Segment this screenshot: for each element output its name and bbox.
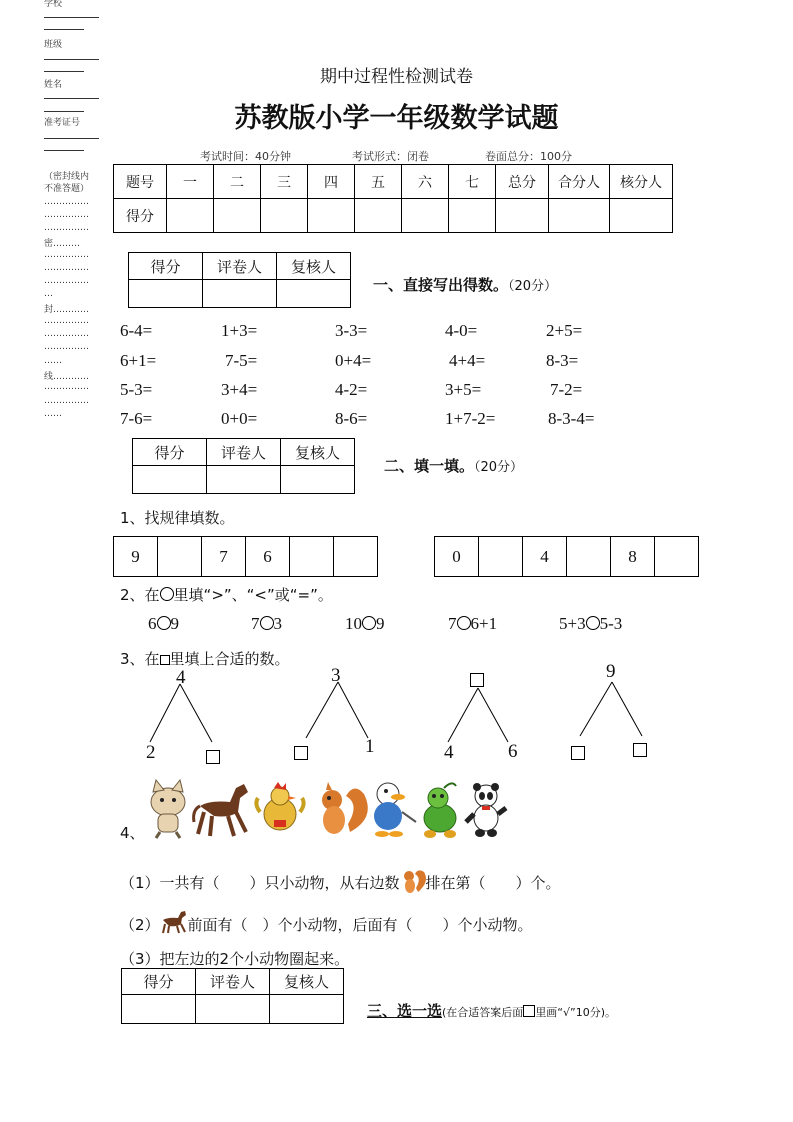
compare-left: 10	[345, 614, 362, 633]
seal-dots: ……………	[44, 276, 89, 286]
school-line[interactable]	[44, 17, 99, 18]
exam-no-line-2	[44, 150, 84, 151]
score-box-cell[interactable]	[133, 466, 207, 494]
answer-box[interactable]	[571, 746, 585, 760]
tree-branch	[180, 684, 212, 742]
exam-no-line[interactable]	[44, 138, 99, 139]
tree-top: 9	[606, 661, 616, 682]
q4-3-text: （3）把左边的2个小动物圈起来。	[120, 950, 350, 968]
circle-placeholder-icon	[160, 587, 174, 601]
exam-title: 苏教版小学一年级数学试题	[234, 103, 559, 134]
seal-xian: 线…………	[44, 372, 90, 382]
compare-item	[251, 614, 282, 634]
compare-right: 6+1	[470, 614, 498, 633]
table-header-cell: 二	[214, 165, 261, 199]
math-problem: 4+4=	[449, 351, 486, 370]
tree-top: 3	[331, 665, 341, 686]
table-row	[114, 165, 673, 199]
sequence-cell[interactable]: 6	[246, 537, 290, 577]
score-box-cell[interactable]	[196, 995, 270, 1024]
square-placeholder-icon	[523, 1005, 535, 1017]
score-box-label: 得分	[122, 969, 196, 995]
sequence-table-1	[113, 536, 378, 577]
tree-right: 1	[365, 736, 375, 757]
seal-dots: ……………	[44, 342, 89, 352]
number-bond-tree-4	[580, 682, 642, 736]
tree-branch	[612, 682, 642, 736]
math-problem: 0+4=	[335, 351, 372, 370]
compare-item	[148, 614, 179, 634]
tree-left: 2	[146, 742, 156, 763]
math-problem: 8-3=	[546, 351, 579, 370]
score-cell[interactable]	[549, 199, 610, 233]
tree-left: 4	[444, 742, 454, 763]
section3-note-pre: (在合适答案后面	[442, 1006, 524, 1019]
seal-dots: ……………	[44, 329, 89, 339]
exam-total: 卷面总分：100分	[485, 150, 572, 163]
seal-dots: ……………	[44, 382, 89, 392]
name-label: 姓名	[44, 80, 63, 90]
seal-mi: 密………	[44, 239, 81, 249]
notice-line-2: 不准答题）	[44, 184, 90, 194]
sequence-cell[interactable]: 9	[114, 537, 158, 577]
seal-dots: ……………	[44, 197, 89, 207]
section2-title: 二、填一填。	[384, 457, 475, 475]
score-box-label: 评卷人	[203, 253, 277, 280]
compare-circle-icon[interactable]	[362, 616, 376, 630]
answer-box[interactable]	[206, 750, 220, 764]
score-box-cell[interactable]	[122, 995, 196, 1024]
score-cell[interactable]	[167, 199, 214, 233]
score-cell[interactable]	[496, 199, 549, 233]
compare-left: 7	[251, 614, 260, 633]
q2-text-post: 里填“>”、“<”或“=”。	[173, 586, 333, 604]
seal-dots: ……………	[44, 210, 89, 220]
section3-score-box	[121, 968, 344, 1024]
compare-right: 5-3	[599, 614, 623, 633]
math-problem: 1+7-2=	[445, 409, 496, 428]
sequence-cell[interactable]: 8	[611, 537, 655, 577]
score-box-label: 复核人	[277, 253, 351, 280]
score-box-label: 评卷人	[207, 439, 281, 466]
table-row-label: 得分	[114, 199, 167, 233]
seal-dots-short: …	[44, 289, 53, 299]
table-header-cell: 七	[449, 165, 496, 199]
compare-right: 3	[273, 614, 282, 633]
exam-time: 考试时间：40分钟	[200, 150, 291, 163]
section2-points: （20分）	[474, 460, 524, 475]
q4-1-text	[120, 868, 561, 894]
tree-branch	[150, 684, 180, 742]
table-header-cell: 总分	[496, 165, 549, 199]
school-line-2	[44, 29, 84, 30]
score-cell[interactable]	[308, 199, 355, 233]
q4-2-text-b: 前面有（ ）个小动物，后面有（ ）个小动物。	[187, 916, 533, 934]
tree-branch	[338, 682, 368, 738]
table-header-cell: 三	[261, 165, 308, 199]
section2-heading	[384, 455, 523, 476]
compare-right: 9	[376, 614, 385, 633]
math-problem: 5-3=	[120, 380, 153, 399]
section1-points: （20分）	[508, 279, 558, 294]
score-cell[interactable]	[610, 199, 673, 233]
q2-text	[120, 584, 333, 605]
compare-item	[559, 614, 622, 634]
tree-branch	[306, 682, 338, 738]
compare-right: 9	[170, 614, 179, 633]
score-box-cell[interactable]	[277, 280, 351, 308]
compare-item	[448, 614, 497, 634]
q3-text-pre: 3、在	[120, 650, 160, 668]
table-header-cell: 五	[355, 165, 402, 199]
score-cell[interactable]	[214, 199, 261, 233]
q4-label: 4、	[120, 824, 145, 842]
answer-box[interactable]	[470, 673, 484, 687]
score-box-label: 得分	[129, 253, 203, 280]
notice-line-1: （密封线内	[44, 172, 90, 182]
duck-icon	[374, 783, 416, 837]
seal-dots-short: ……	[44, 356, 62, 366]
tree-top: 4	[176, 667, 186, 688]
compare-item	[345, 614, 385, 634]
score-box-cell[interactable]	[281, 466, 355, 494]
math-problem: 6+1=	[120, 351, 157, 370]
score-box-label: 复核人	[270, 969, 344, 995]
table-row	[114, 199, 673, 233]
seal-dots-short: ……	[44, 409, 62, 419]
sequence-cell[interactable]: 0	[435, 537, 479, 577]
animal-row	[140, 778, 520, 840]
math-problem: 3+4=	[221, 380, 258, 399]
sequence-cell[interactable]	[655, 537, 699, 577]
squirrel-icon	[322, 782, 368, 834]
math-problem: 4-0=	[445, 321, 478, 340]
seal-dots: ……………	[44, 250, 89, 260]
rooster-icon	[256, 782, 303, 830]
math-problem: 3-3=	[335, 321, 368, 340]
sequence-table-2	[434, 536, 699, 577]
score-box-label: 复核人	[281, 439, 355, 466]
tree-branch	[478, 688, 508, 742]
number-bond-tree-2	[306, 682, 368, 738]
compare-circle-icon[interactable]	[157, 616, 171, 630]
section2-score-box	[132, 438, 355, 494]
school-label: 学校	[44, 0, 63, 9]
math-problem: 7-2=	[550, 380, 583, 399]
seal-feng: 封…………	[44, 305, 90, 315]
tree-branch	[448, 688, 478, 742]
score-cell[interactable]	[355, 199, 402, 233]
section1-score-box	[128, 252, 351, 308]
turtle-icon	[424, 783, 456, 838]
table-header-cell: 题号	[114, 165, 167, 199]
cat-icon	[151, 780, 185, 838]
horse-icon	[160, 910, 188, 934]
sequence-cell[interactable]: 7	[202, 537, 246, 577]
number-bond-tree-3	[448, 688, 508, 742]
squirrel-icon	[400, 868, 426, 894]
table-header-cell: 四	[308, 165, 355, 199]
compare-circle-icon[interactable]	[586, 616, 600, 630]
q4-2-text-a: （2）	[120, 916, 160, 934]
sequence-cell[interactable]	[479, 537, 523, 577]
score-box-cell[interactable]	[129, 280, 203, 308]
exam-form: 考试形式：闭卷	[352, 150, 429, 163]
sequence-cell[interactable]	[290, 537, 334, 577]
math-problem: 8-3-4=	[548, 409, 595, 428]
seal-dots: ……………	[44, 396, 89, 406]
score-box-cell[interactable]	[270, 995, 344, 1024]
tree-right: 6	[508, 741, 518, 762]
exam-subtitle: 期中过程性检测试卷	[320, 67, 473, 87]
seal-char: 封	[44, 305, 54, 315]
score-box-cell[interactable]	[203, 280, 277, 308]
math-problem: 3+5=	[445, 380, 482, 399]
math-problem: 7-6=	[120, 409, 153, 428]
section1-heading	[373, 274, 557, 295]
score-box-label: 评卷人	[196, 969, 270, 995]
sequence-cell[interactable]	[567, 537, 611, 577]
class-line[interactable]	[44, 59, 99, 60]
table-header-cell: 合分人	[549, 165, 610, 199]
q4-1-text-a: （1）一共有（ ）只小动物，从右边数	[120, 874, 400, 892]
answer-box[interactable]	[294, 746, 308, 760]
math-problem: 7-5=	[225, 351, 258, 370]
class-label: 班级	[44, 40, 63, 50]
math-problem: 8-6=	[335, 409, 368, 428]
horse-icon	[194, 784, 248, 836]
seal-dots: ……………	[44, 223, 89, 233]
sequence-cell[interactable]: 4	[523, 537, 567, 577]
score-cell[interactable]	[261, 199, 308, 233]
exam-no-label: 准考证号	[44, 118, 81, 128]
compare-left: 6	[148, 614, 157, 633]
section1-title: 一、直接写出得数。	[373, 276, 509, 294]
math-problem: 2+5=	[546, 321, 583, 340]
q4-2-text	[120, 910, 533, 935]
q2-text-pre: 2、在	[120, 586, 160, 604]
sequence-cell[interactable]	[158, 537, 202, 577]
section3-title: 三、选一选	[367, 1002, 443, 1020]
math-problem: 1+3=	[221, 321, 258, 340]
q1-text: 1、找规律填数。	[120, 509, 235, 527]
q3-text-post: 里填上合适的数。	[169, 650, 290, 668]
math-problem: 6-4=	[120, 321, 153, 340]
answer-box[interactable]	[633, 743, 647, 757]
table-header-cell: 一	[167, 165, 214, 199]
panda-icon	[466, 783, 506, 837]
math-problem: 0+0=	[221, 409, 258, 428]
compare-left: 7	[448, 614, 457, 633]
compare-circle-icon[interactable]	[260, 616, 274, 630]
score-box-label: 得分	[133, 439, 207, 466]
compare-circle-icon[interactable]	[457, 616, 471, 630]
score-cell[interactable]	[402, 199, 449, 233]
number-bond-tree-1	[150, 684, 212, 742]
q4-1-text-b: 排在第（ ）个。	[425, 874, 561, 892]
compare-left: 5+3	[559, 614, 586, 633]
table-header-cell: 核分人	[610, 165, 673, 199]
tree-branch	[580, 682, 612, 736]
table-header-cell: 六	[402, 165, 449, 199]
seal-dots: ……………	[44, 316, 89, 326]
math-problem: 4-2=	[335, 380, 368, 399]
seal-char: 线	[44, 372, 54, 382]
score-cell[interactable]	[449, 199, 496, 233]
score-box-cell[interactable]	[207, 466, 281, 494]
seal-char: 密	[44, 239, 54, 249]
seal-dots: ……………	[44, 263, 89, 273]
sequence-cell[interactable]	[334, 537, 378, 577]
section3-note-post: 里画“√”10分)。	[535, 1006, 617, 1019]
score-summary-table	[113, 164, 673, 233]
section3-heading	[367, 1000, 616, 1021]
